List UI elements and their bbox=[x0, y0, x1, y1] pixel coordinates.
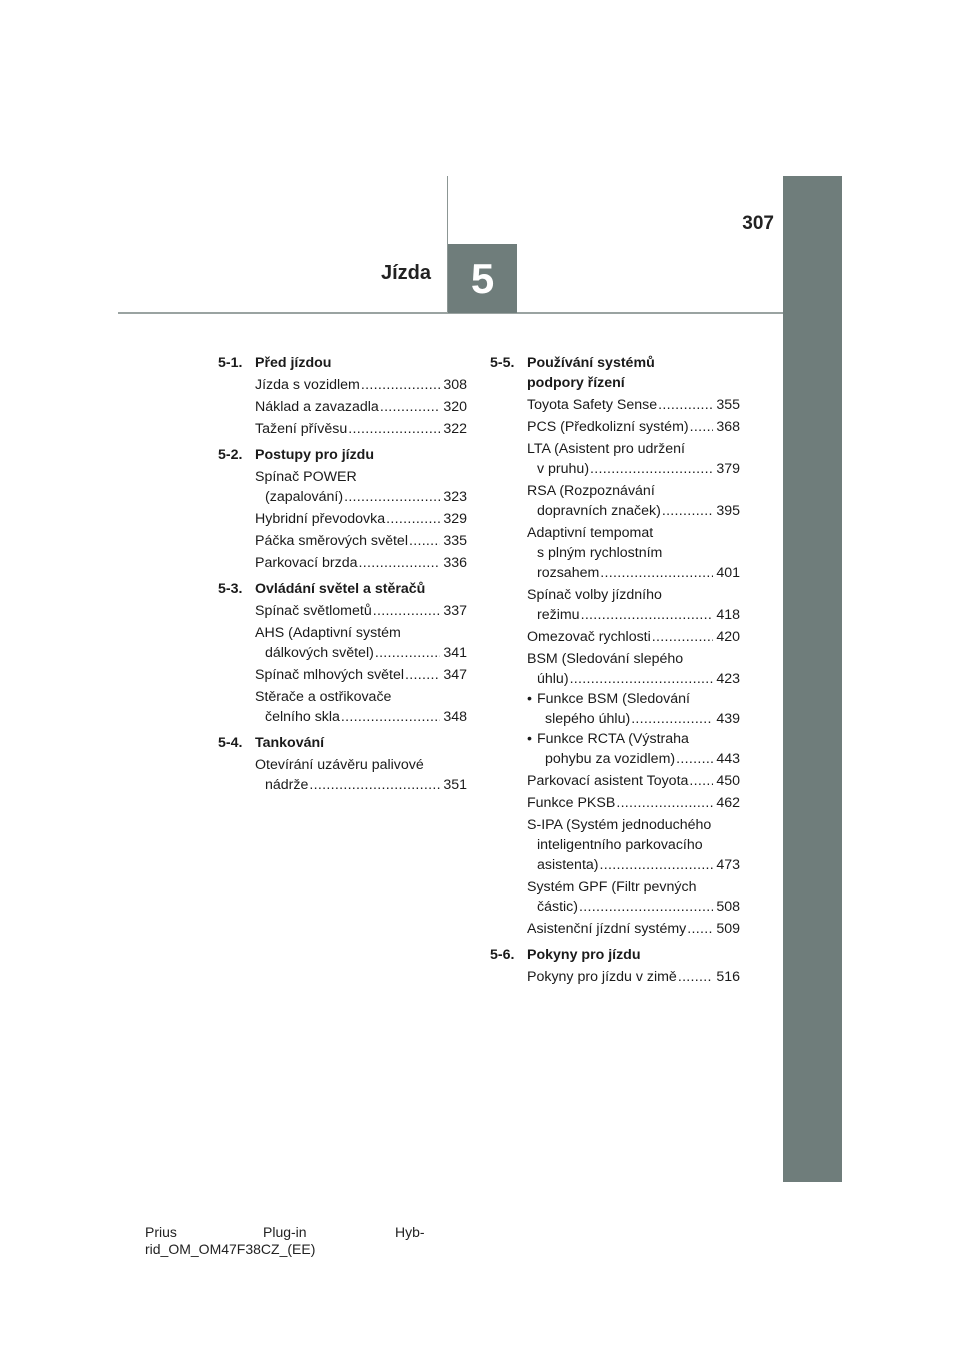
toc-entry[interactable]: Parkovací brzda ..... 336 bbox=[255, 553, 467, 573]
toc-entry[interactable]: Tažení přívěsu ..... 322 bbox=[255, 419, 467, 439]
toc-section-5-5[interactable]: 5-5. Používání systémů podpory řízení bbox=[490, 355, 655, 391]
toc-entry[interactable]: Spínač POWER (zapalování) ..... 323 bbox=[255, 467, 467, 507]
toc-entry[interactable]: Asistenční jízdní systémy ..... 509 bbox=[527, 919, 740, 939]
toc-entry[interactable]: Adaptivní tempomat s plným rychlostním rozsahem ..... 401 bbox=[527, 523, 740, 583]
toc-entry[interactable]: PCS (Předkolizní systém) ..... 368 bbox=[527, 417, 740, 437]
toc-entry[interactable]: Páčka směrových světel ..... 335 bbox=[255, 531, 467, 551]
footer-word: Plug-in bbox=[263, 1224, 307, 1240]
toc-column-right bbox=[490, 353, 740, 987]
toc-entry[interactable]: Pokyny pro jízdu v zimě ..... 516 bbox=[527, 967, 740, 987]
toc-entry[interactable]: AHS (Adaptivní systém dálkových světel) ..... 341 bbox=[255, 623, 467, 663]
footer-doc-id bbox=[145, 1224, 445, 1258]
toc-entry[interactable]: LTA (Asistent pro udržení v pruhu) ..... 379 bbox=[527, 439, 740, 479]
toc-entry[interactable]: Spínač mlhových světel ..... 347 bbox=[255, 665, 467, 685]
toc-entry[interactable]: Jízda s vozidlem ..... 308 bbox=[255, 375, 467, 395]
toc-entry[interactable]: Stěrače a ostřikovače čelního skla ..... 348 bbox=[255, 687, 467, 727]
toc-entry[interactable]: Otevírání uzávěru palivové nádrže ..... 351 bbox=[255, 755, 467, 795]
toc-entry[interactable]: Hybridní převodovka ..... 329 bbox=[255, 509, 467, 529]
toc-section-5-6[interactable]: 5-6. Pokyny pro jízdu bbox=[490, 947, 641, 963]
toc-entry[interactable]: Náklad a zavazadla ..... 320 bbox=[255, 397, 467, 417]
chapter-number-box: 5 bbox=[448, 244, 517, 313]
toc-entry[interactable]: Spínač volby jízdního režimu ..... 418 bbox=[527, 585, 740, 625]
toc-section-5-4[interactable]: 5-4. Tankování bbox=[218, 735, 325, 751]
toc-entry[interactable]: S-IPA (Systém jednoduchého inteligentního parkovacího asistenta) ..... 473 bbox=[527, 815, 740, 875]
toc-entry[interactable]: Spínač světlometů ..... 337 bbox=[255, 601, 467, 621]
toc-subentry[interactable]: • Funkce BSM (Sledování slepého úhlu) ..... 439 bbox=[527, 689, 740, 729]
toc-entry[interactable]: Toyota Safety Sense ..... 355 bbox=[527, 395, 740, 415]
toc-column-left bbox=[218, 353, 467, 795]
toc-entry[interactable]: Funkce PKSB ..... 462 bbox=[527, 793, 740, 813]
footer-line: rid_OM_OM47F38CZ_(EE) bbox=[145, 1241, 316, 1257]
chapter-side-tab bbox=[783, 176, 842, 1182]
toc-entry[interactable]: Systém GPF (Filtr pevných částic) ..... 508 bbox=[527, 877, 740, 917]
toc-subentry[interactable]: • Funkce RCTA (Výstraha pohybu za vozidlem) ..... 443 bbox=[527, 729, 740, 769]
toc-entry[interactable]: RSA (Rozpoznávání dopravních značek) ..... 395 bbox=[527, 481, 740, 521]
toc-entry[interactable]: Omezovač rychlosti ..... 420 bbox=[527, 627, 740, 647]
toc-entry[interactable]: Parkovací asistent Toyota ..... 450 bbox=[527, 771, 740, 791]
toc-section-5-1[interactable]: 5-1. Před jízdou bbox=[218, 355, 332, 371]
page-number: 307 bbox=[742, 213, 774, 234]
chapter-title: Jízda bbox=[380, 262, 431, 284]
toc-entry[interactable]: BSM (Sledování slepého úhlu) ..... 423 bbox=[527, 649, 740, 689]
toc-section-5-3[interactable]: 5-3. Ovládání světel a stěračů bbox=[218, 581, 426, 597]
footer-word: Prius bbox=[145, 1224, 177, 1240]
toc-section-5-2[interactable]: 5-2. Postupy pro jízdu bbox=[218, 447, 375, 463]
footer-word: Hyb- bbox=[395, 1224, 425, 1240]
